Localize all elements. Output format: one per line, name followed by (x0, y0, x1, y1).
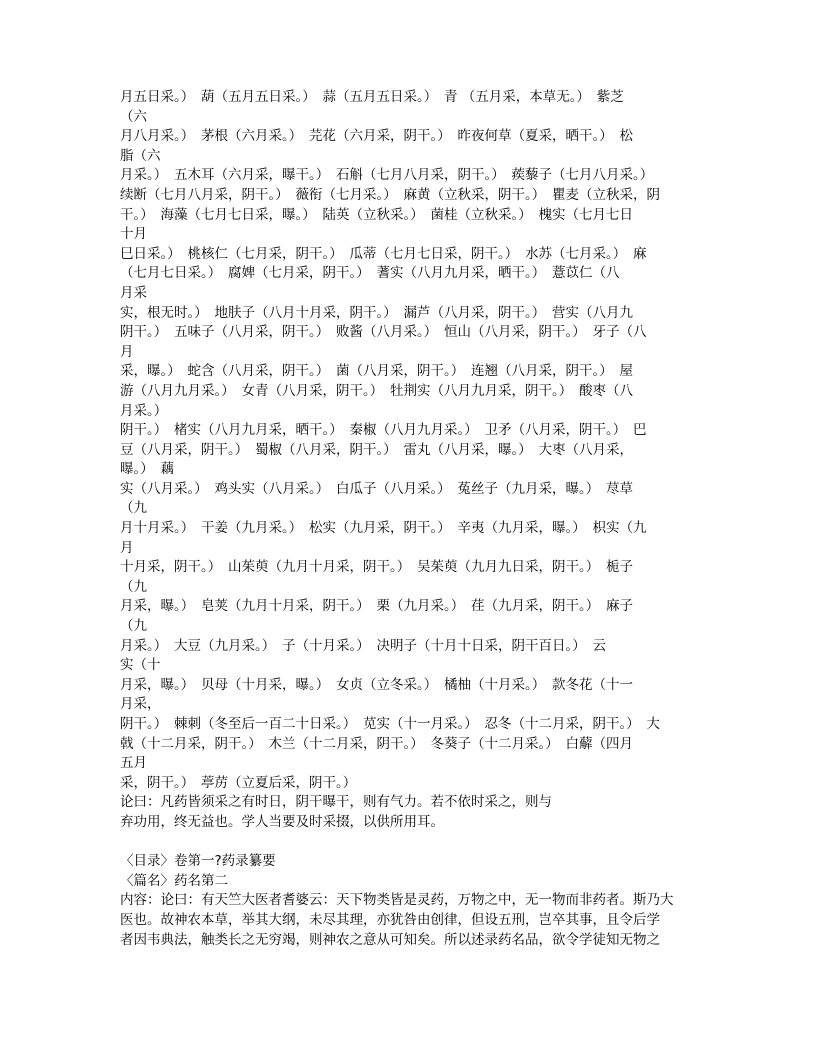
text-line: 曝。） 藕 (120, 461, 174, 478)
text-line: 采，曝。） 蛇含（八月采，阴干。） 菌（八月采，阴干。） 连翘（八月采，阴干。） 屋 (120, 363, 633, 380)
text-line: 〈目录〉卷第一?药录纂要 (120, 853, 276, 870)
text-line: 月采。） (120, 402, 168, 419)
text-line: 脂（六 (120, 147, 161, 164)
text-line: 采，阴干。） 葶苈（立夏后采，阴干。） (120, 774, 357, 791)
text-line: 月采， (120, 696, 161, 713)
text-line: 月采 (120, 284, 147, 301)
text-line: 巳日采。） 桃核仁（七月采，阴干。） 瓜蒂（七月七日采，阴干。） 水苏（七月采。） 麻 (120, 245, 647, 262)
text-line: （六 (120, 108, 147, 125)
text-line: 实，根无时。） 地肤子（八月十月采，阴干。） 漏芦（八月采，阴干。） 营实（八月九 (120, 304, 633, 321)
text-line: 月十月采。） 干姜（九月采。） 松实（九月采，阴干。） 辛夷（九月采，曝。） 枳实（九 (120, 520, 647, 537)
text-line: 豆（八月采，阴干。） 蜀椒（八月采，阴干。） 雷丸（八月采，曝。） 大枣（八月采， (120, 441, 633, 458)
text-line: 月 (120, 343, 134, 360)
text-line: 〈篇名〉药名第二 (120, 872, 228, 889)
text-line: 阴干。） 楮实（八月九月采，晒干。） 秦椒（八月九月采。） 卫矛（八月采，阴干。） 巴 (120, 422, 647, 439)
text-line: （九 (120, 500, 147, 517)
text-line: 论曰：凡药皆须采之有时日，阴干曝干，则有气力。若不依时采之，则与 (120, 794, 552, 811)
text-line: （七月七日采。） 腐婢（七月采，阴干。） 蓍实（八月九月采，晒干。） 薏苡仁（八 (120, 265, 620, 282)
text-line: 弃功用，终无益也。学人当要及时采掇，以供所用耳。 (120, 813, 444, 830)
text-line: 阴干。） 五味子（八月采，阴干。） 败酱（八月采。） 恒山（八月采，阴干。） 牙子（八 (120, 324, 647, 341)
text-line: 内容：论曰：有天竺大医者耆婆云：天下物类皆是灵药，万物之中，无一物而非药者。斯乃大 (120, 892, 674, 909)
text-line: 月采。） 五木耳（六月采，曝干。） 石斛（七月八月采，阴干。） 蒺藜子（七月八月采。） (120, 167, 654, 184)
text-line: 月八月采。） 茅根（六月采。） 芫花（六月采，阴干。） 昨夜何草（夏采，晒干。） 松 (120, 128, 633, 145)
text-line: 月采。） 大豆（九月采。） 子（十月采。） 决明子（十月十日采，阴干百日。） 云 (120, 637, 606, 654)
text-line: 月采，曝。） 贝母（十月采，曝。） 女贞（立冬采。） 橘柚（十月采。） 款冬花（十一 (120, 676, 633, 693)
text-line: （九 (120, 618, 147, 635)
text-line: 十月采，阴干。） 山茱萸（九月十月采，阴干。） 吴茱萸（九月九日采，阴干。） 栀子 (120, 559, 633, 576)
text-line: 月 (120, 539, 134, 556)
text-line: 干。） 海藻（七月七日采，曝。） 陆英（立秋采。） 菌桂（立秋采。） 槐实（七月七日 (120, 206, 633, 223)
text-line: 医也。故神农本草，举其大纲，未尽其理，亦犹咎由创律，但设五刑，岂卒其事，且令后学 (120, 911, 660, 928)
text-line: 戟（十二月采，阴干。） 木兰（十二月采，阴干。） 冬葵子（十二月采。） 白薢（四月 (120, 735, 633, 752)
text-line: 月五日采。） 葫（五月五日采。） 蒜（五月五日采。） 青 （五月采，本草无。） 紫芝 (120, 89, 624, 105)
text-line: 实（十 (120, 657, 161, 674)
text-line: 实（八月采。） 鸡头实（八月采。） 白瓜子（八月采。） 菟丝子（九月采，曝。） 荩草 (120, 480, 633, 497)
text-line (120, 833, 702, 853)
text-line: 阴干。） 棘刺（冬至后一百二十日采。） 苋实（十一月采。） 忍冬（十二月采，阴干。） 大 (120, 716, 660, 732)
text-line: 月采，曝。） 皂荚（九月十月采，阴干。） 栗（九月采。） 荏（九月采，阴干。） 麻子 (120, 598, 633, 615)
text-line: 续断（七月八月采，阴干。） 薇衔（七月采。） 麻黄（立秋采，阴干。） 瞿麦（立秋采，阴 (120, 186, 660, 203)
text-line: 者因韦典法，触类长之无穷竭，则神农之意从可知矣。所以述录药名品，欲令学徒知无物之 (120, 931, 660, 948)
text-line: 五月 (120, 755, 147, 772)
document-body (120, 88, 702, 950)
text-line: （九 (120, 578, 147, 595)
text-line: 十月 (120, 226, 147, 243)
text-line: 游（八月九月采。） 女青（八月采，阴干。） 牡荆实（八月九月采，阴干。） 酸枣（八 (120, 382, 633, 399)
